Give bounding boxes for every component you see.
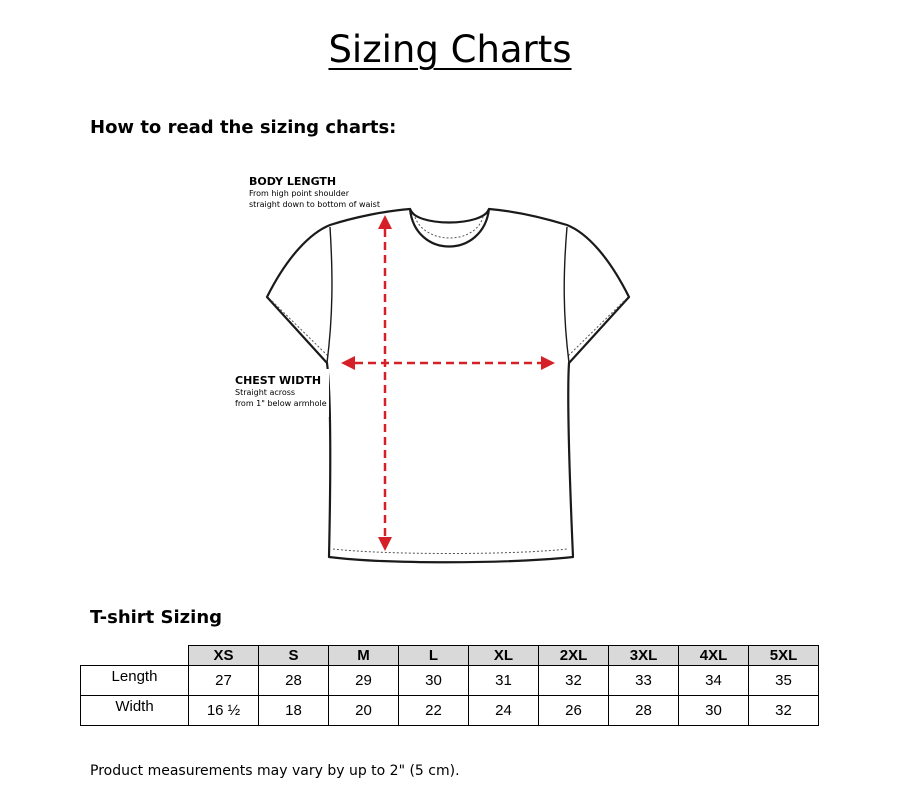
- cell-width-xl: 24: [469, 696, 539, 726]
- cell-length-l: 30: [399, 666, 469, 696]
- table-row-width: [81, 696, 819, 726]
- table-row-length: [81, 666, 819, 696]
- chest-width-label: CHEST WIDTH: [235, 374, 322, 387]
- howto-heading: How to read the sizing charts:: [90, 117, 397, 138]
- cell-width-2xl: 26: [539, 696, 609, 726]
- size-header-row: [81, 646, 819, 666]
- size-header-xl: XL: [469, 646, 539, 666]
- header-blank: [81, 646, 189, 666]
- row-label-width: Width: [81, 696, 189, 726]
- page-title: Sizing Charts: [328, 28, 572, 71]
- size-header-m: M: [329, 646, 399, 666]
- size-header-l: L: [399, 646, 469, 666]
- body-length-desc-1: From high point shoulder: [249, 189, 350, 198]
- row-label-length: Length: [81, 666, 189, 696]
- size-header-s: S: [259, 646, 329, 666]
- cell-length-4xl: 34: [679, 666, 749, 696]
- cell-length-xl: 31: [469, 666, 539, 696]
- cell-length-s: 28: [259, 666, 329, 696]
- tshirt-diagram: [225, 165, 645, 575]
- cell-length-5xl: 35: [749, 666, 819, 696]
- size-table: [80, 645, 819, 726]
- size-header-xs: XS: [189, 646, 259, 666]
- measurement-note: Product measurements may vary by up to 2" (5 cm).: [90, 763, 460, 779]
- cell-width-m: 20: [329, 696, 399, 726]
- cell-length-2xl: 32: [539, 666, 609, 696]
- size-header-3xl: 3XL: [609, 646, 679, 666]
- size-header-5xl: 5XL: [749, 646, 819, 666]
- chest-width-desc-1: Straight across: [235, 388, 296, 397]
- cell-width-5xl: 32: [749, 696, 819, 726]
- cell-width-4xl: 30: [679, 696, 749, 726]
- body-length-label: BODY LENGTH: [249, 175, 337, 188]
- size-header-2xl: 2XL: [539, 646, 609, 666]
- cell-length-xs: 27: [189, 666, 259, 696]
- cell-length-m: 29: [329, 666, 399, 696]
- cell-width-xs: 16 ½: [189, 696, 259, 726]
- body-length-desc-2: straight down to bottom of waist: [249, 200, 380, 209]
- cell-length-3xl: 33: [609, 666, 679, 696]
- cell-width-s: 18: [259, 696, 329, 726]
- cell-width-3xl: 28: [609, 696, 679, 726]
- size-header-4xl: 4XL: [679, 646, 749, 666]
- chest-width-desc-2: from 1" below armhole: [235, 399, 327, 408]
- cell-width-l: 22: [399, 696, 469, 726]
- tshirt-sizing-heading: T-shirt Sizing: [90, 607, 223, 628]
